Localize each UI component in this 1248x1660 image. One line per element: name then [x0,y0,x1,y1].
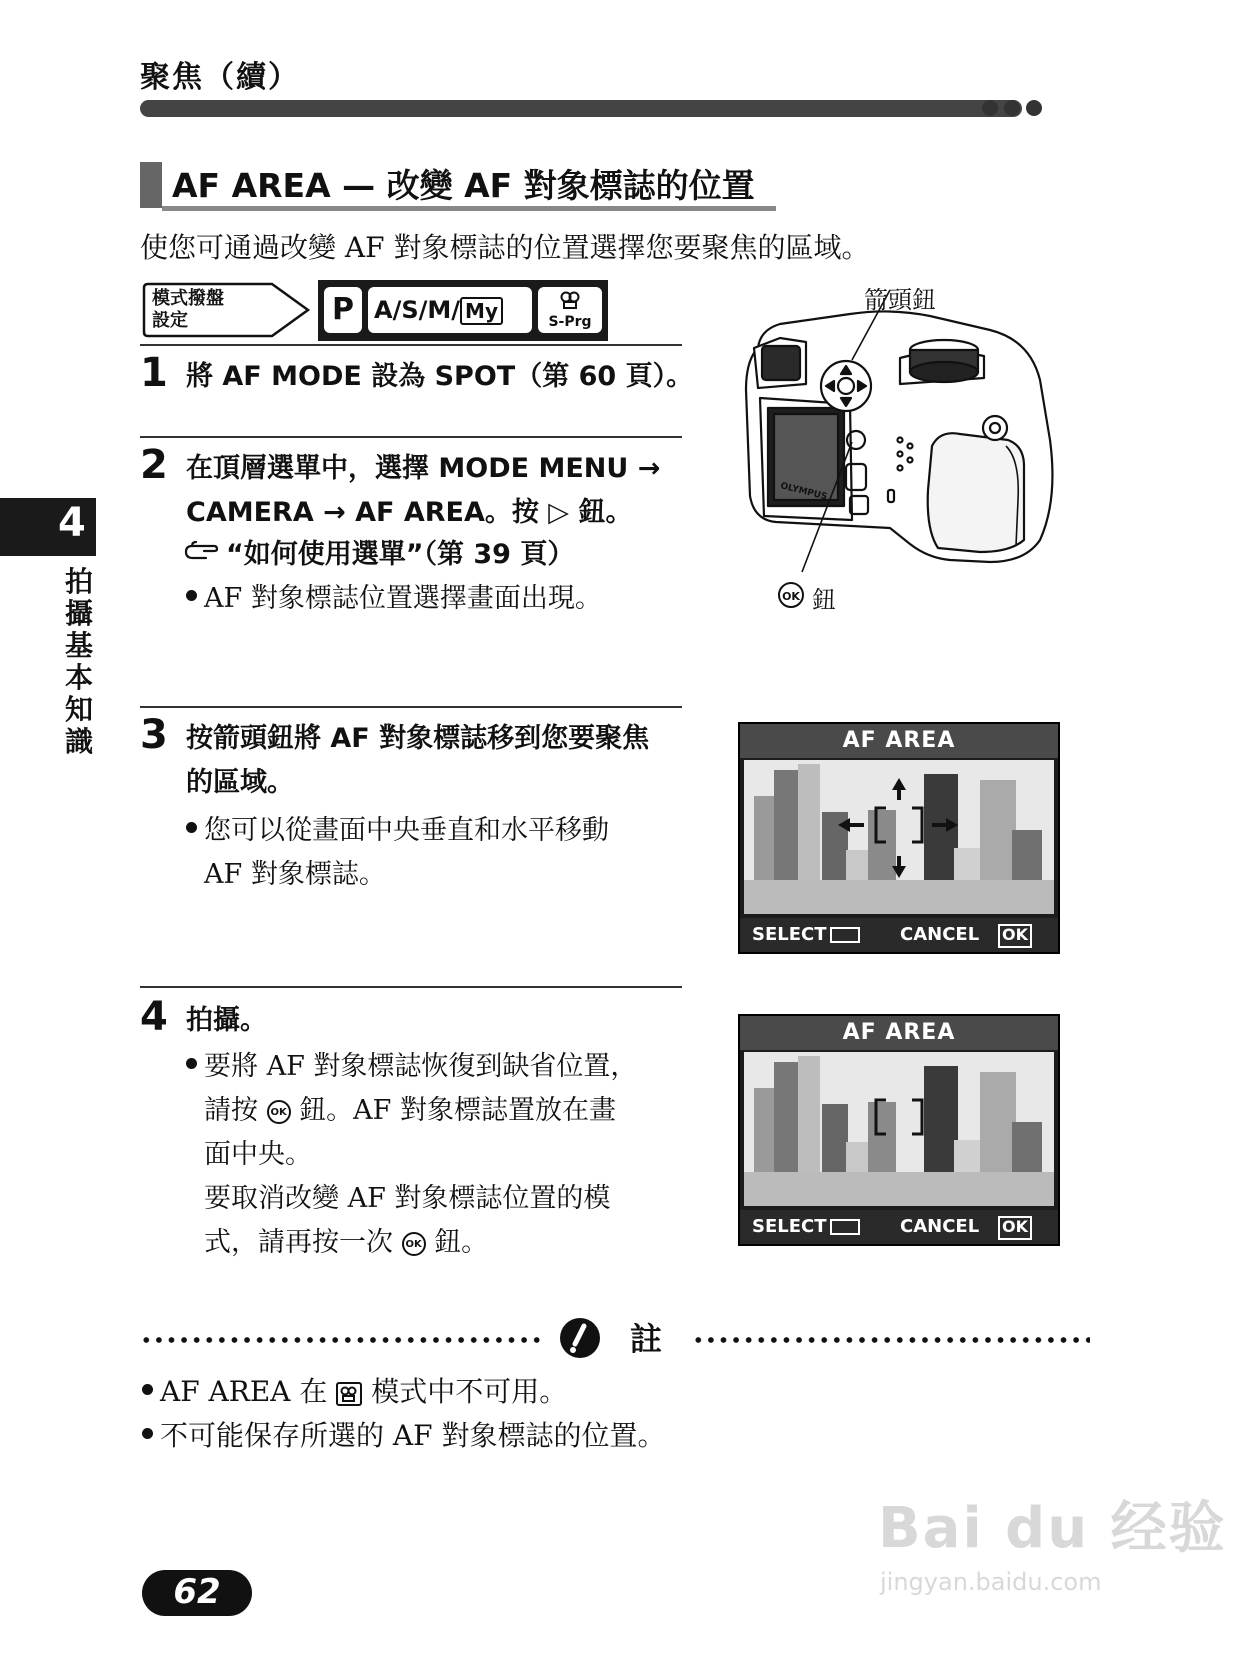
bullet [186,590,197,601]
bullet [142,1428,153,1439]
mode-dial-label: 模式撥盤 設定 [152,288,224,331]
step-4-line: 要將 AF 對象標誌恢復到缺省位置， [204,1051,638,1082]
lcd-title: AF AREA [740,1016,1058,1050]
bullet [142,1384,153,1395]
chapter-number: 4 [58,500,86,546]
step-3-line: 按箭頭鈕將 AF 對象標誌移到您要聚焦 [186,723,650,754]
lcd-cancel-label: CANCEL [900,924,980,945]
step-4-heading: 拍攝。 [186,1005,267,1036]
note-divider-left [140,1336,542,1344]
page-number: 62 [173,1572,221,1612]
lcd-select-label: SELECT [752,924,827,945]
step-2-line: CAMERA → AF AREA。按 ▷ 鈕。 [186,497,633,528]
lcd-footer [740,1210,1058,1244]
pointing-hand-icon [184,538,220,560]
arrow-button-label: 箭頭鈕 [864,286,936,314]
step-3-bullet: AF 對象標誌。 [204,859,386,890]
bullet [186,822,197,833]
step-3-line: 的區域。 [186,767,294,798]
step-4-line: 式，請再按一次 OK 鈕。 [204,1227,489,1258]
step-3-bullet: 您可以從畫面中央垂直和水平移動 [204,815,609,846]
section-title-marker [140,162,162,208]
step-divider [140,986,682,988]
intro-text: 使您可通過改變 AF 對象標誌的位置選擇您要聚焦的區域。 [140,231,870,264]
header-dot [982,100,998,116]
step-2-line: 在頂層選單中，選擇 MODE MENU → [186,453,661,484]
lcd-af-area-screen [738,722,1060,954]
step-2-bullet: AF 對象標誌位置選擇畫面出現。 [204,583,602,614]
scene-program-icon [336,1382,362,1406]
note-label: 註 [630,1320,663,1358]
lcd-ok-key: OK [998,1216,1032,1240]
lcd-af-area-screen-centered [738,1014,1060,1246]
ok-button-icon: OK [267,1100,291,1124]
chapter-label: 拍攝基本知識 [64,565,93,758]
mode-scene-program: S-Prg [538,287,602,333]
lcd-title: AF AREA [740,724,1058,758]
lcd-footer [740,918,1058,952]
ok-button-icon: OK [402,1232,426,1256]
camera-illustration [740,290,1070,590]
ok-button-icon: OK [778,582,804,608]
lcd-select-label: SELECT [752,1216,827,1237]
step-number: 4 [140,994,168,1040]
step-4-line: 面中央。 [204,1139,312,1170]
arrow-pad-icon [830,1219,860,1235]
step-divider [140,706,682,708]
step-4-line: 請按 OK 鈕。AF 對象標誌置放在畫 [204,1095,617,1126]
step-number: 2 [140,442,168,488]
note-item-2: 不可能保存所選的 AF 對象標誌的位置。 [160,1419,666,1452]
section-title-underline [162,206,776,211]
menu-reference: “如何使用選單”（第 39 頁） [226,539,575,570]
step-1-text: 將 AF MODE 設為 SPOT（第 60 頁）。 [186,361,694,392]
my-mode-icon: My [460,297,503,325]
step-divider [140,436,682,438]
mode-p: P [324,287,362,333]
note-divider-right [692,1336,1090,1344]
running-header: 聚焦（續） [140,60,300,95]
step-4-line: 要取消改變 AF 對象標誌位置的模 [204,1183,611,1214]
header-dot [1026,100,1042,116]
watermark-url: jingyan.baidu.com [880,1568,1102,1596]
step-number: 3 [140,712,168,758]
note-icon [560,1318,600,1358]
lcd-ok-key: OK [998,924,1032,948]
arrow-pad-icon [830,927,860,943]
mode-asm: A/S/M/ My [368,287,532,333]
step-number: 1 [140,350,168,396]
header-bar [140,100,1022,117]
watermark-logo: Bai du 经验 [878,1496,1227,1561]
scene-program-icon [560,291,580,309]
ok-button-label: 鈕 [812,586,836,614]
header-dot [1004,100,1020,116]
camera-brand: OLYMPUS [779,481,829,503]
section-title: AF AREA — 改變 AF 對象標誌的位置 [172,166,755,205]
step-divider [140,344,682,346]
bullet [186,1058,197,1069]
lcd-cancel-label: CANCEL [900,1216,980,1237]
note-item-1: AF AREA 在 模式中不可用。 [160,1375,568,1408]
